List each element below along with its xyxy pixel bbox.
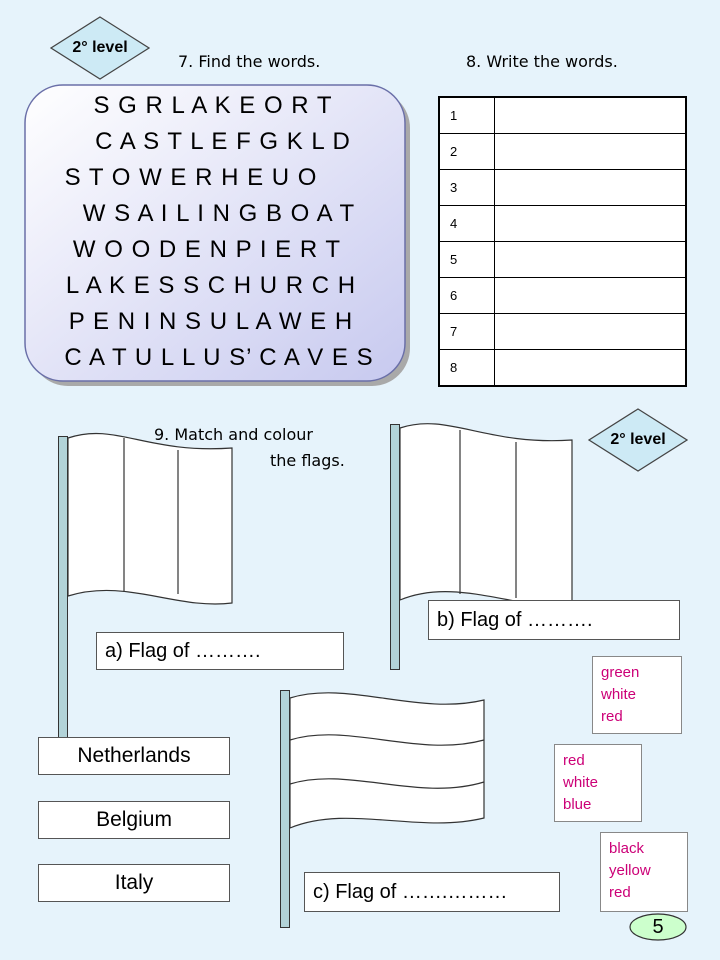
wordsearch-row: S G R L A K E O R T: [93, 92, 333, 119]
wordsearch-row: C A S T L E F G K L D: [95, 128, 351, 155]
level-badge-mid-label: 2° level: [610, 431, 666, 448]
colour-word: red: [563, 752, 585, 769]
level-badge-top-label: 2° level: [72, 39, 128, 56]
row-number: 8: [439, 350, 495, 387]
flag-b-outline[interactable]: [398, 416, 578, 616]
table-row: [439, 350, 686, 387]
colour-set-green-white-red[interactable]: [592, 656, 682, 734]
row-number: 4: [439, 206, 495, 242]
answer-cell[interactable]: [495, 278, 687, 314]
wordsearch-row: W O O D E N P I E R T: [72, 236, 342, 263]
wordsearch-row: W S A I L I N G B O A T: [82, 200, 356, 227]
wordsearch-row: C A T U L L U S’ C A V E S: [64, 344, 374, 371]
wordsearch-row: P E N I N S U L A W E H: [68, 308, 354, 335]
write-words-table: [438, 96, 687, 387]
table-row: [439, 170, 686, 206]
flag-c-label: c) Flag of …….………: [304, 872, 560, 912]
exercise9-heading-line1: 9. Match and colour: [154, 425, 313, 444]
flag-c-outline[interactable]: [288, 686, 488, 836]
table-row: [439, 206, 686, 242]
table-row: [439, 314, 686, 350]
wordsearch-row: L A K E S S C H U R C H: [65, 272, 357, 299]
flag-a-outline[interactable]: [66, 428, 236, 608]
wordsearch-row: S T O W E R H E U O: [64, 164, 318, 191]
colour-word: black: [609, 840, 645, 857]
row-number: 7: [439, 314, 495, 350]
row-number: 3: [439, 170, 495, 206]
exercise8-heading: 8. Write the words.: [466, 52, 618, 71]
colour-set-black-yellow-red[interactable]: [600, 832, 688, 912]
answer-cell[interactable]: [495, 134, 687, 170]
table-row: [439, 278, 686, 314]
answer-cell[interactable]: [495, 170, 687, 206]
colour-word: white: [601, 686, 637, 703]
colour-word: red: [609, 884, 631, 901]
level-badge-top: [50, 16, 150, 80]
colour-word: red: [601, 708, 623, 725]
table-row: [439, 97, 686, 134]
colour-word: yellow: [609, 862, 651, 879]
answer-cell[interactable]: [495, 206, 687, 242]
row-number: 5: [439, 242, 495, 278]
table-row: [439, 134, 686, 170]
level-badge-mid: [588, 408, 688, 472]
colour-word: blue: [563, 796, 592, 813]
row-number: 6: [439, 278, 495, 314]
answer-cell[interactable]: [495, 350, 687, 387]
row-number: 2: [439, 134, 495, 170]
exercise9-heading-line2: the flags.: [270, 451, 345, 470]
wordsearch-grid: [24, 84, 414, 390]
colour-word: green: [601, 664, 640, 681]
exercise7-heading: 7. Find the words.: [178, 52, 321, 71]
country-italy[interactable]: Italy: [38, 864, 230, 902]
country-netherlands[interactable]: Netherlands: [38, 737, 230, 775]
row-number: 1: [439, 97, 495, 134]
country-belgium[interactable]: Belgium: [38, 801, 230, 839]
table-row: [439, 242, 686, 278]
flag-a-label: a) Flag of ……….: [96, 632, 344, 670]
answer-cell[interactable]: [495, 242, 687, 278]
colour-set-red-white-blue[interactable]: [554, 744, 642, 822]
flag-b-label: b) Flag of ……….: [428, 600, 680, 640]
answer-cell[interactable]: [495, 97, 687, 134]
answer-cell[interactable]: [495, 314, 687, 350]
page-number-label: 5: [652, 915, 664, 938]
page-number: [628, 912, 688, 942]
colour-word: white: [563, 774, 599, 791]
